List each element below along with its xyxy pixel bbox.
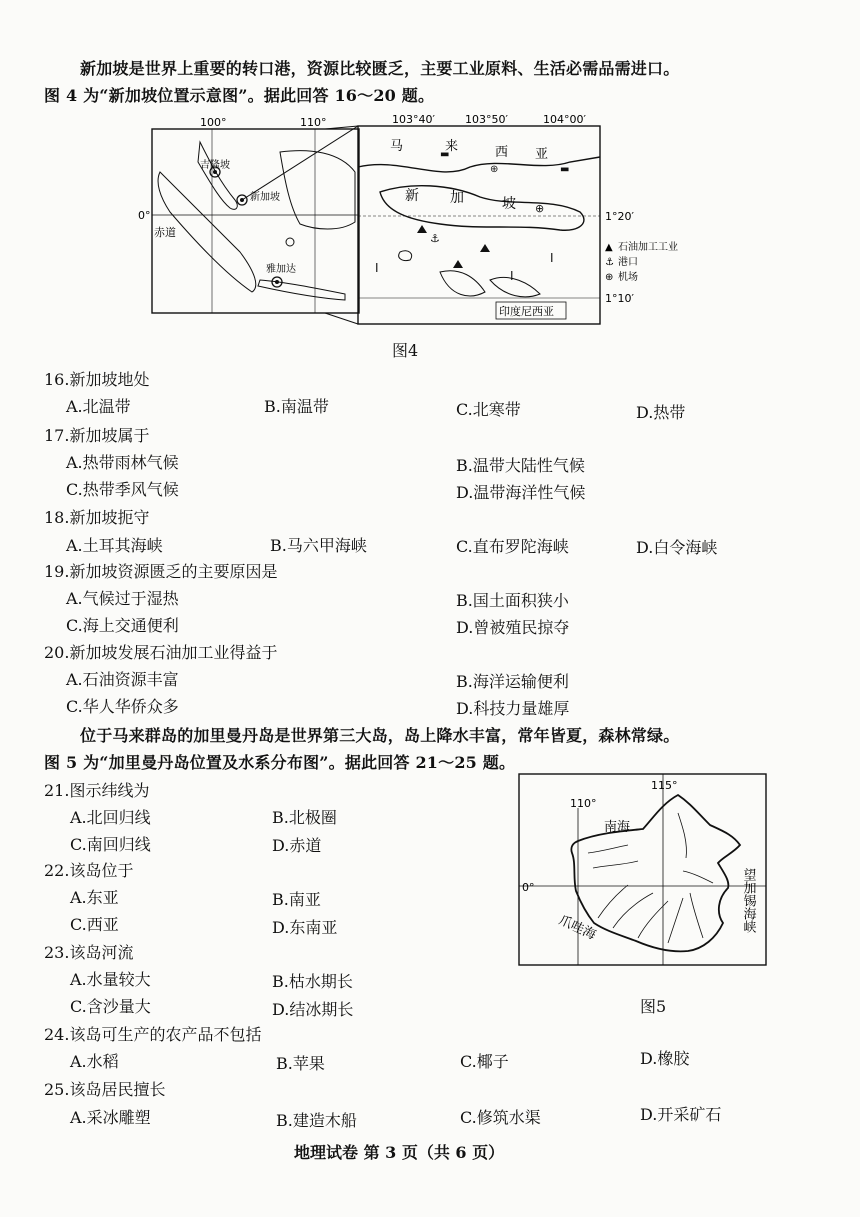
q21-option-b: B.北极圈 xyxy=(272,808,337,827)
region-indonesia: 印度尼西亚 xyxy=(499,305,554,318)
q23-option-d: D.结冰期长 xyxy=(272,1000,354,1019)
q25-option-b: B.建造木船 xyxy=(276,1111,357,1130)
city-jakarta: 雅加达 xyxy=(266,264,296,275)
q25-option-c: C.修筑水渠 xyxy=(460,1108,541,1127)
q21-option-c: C.南回归线 xyxy=(70,835,151,854)
q18-option-d: D.白令海峡 xyxy=(636,538,718,557)
legend-symbol-port: ⚓ xyxy=(605,257,614,268)
equator-label: 赤道 xyxy=(154,226,176,239)
svg-text:⊕: ⊕ xyxy=(490,164,499,175)
q21-option-a: A.北回归线 xyxy=(70,808,151,827)
figure-4-map xyxy=(140,112,750,332)
sea-label-java-sea: 爪哇海 xyxy=(556,913,599,944)
question-20-stem: 20.新加坡发展石油加工业得益于 xyxy=(44,643,278,662)
q19-option-a: A.气候过于湿热 xyxy=(66,589,179,608)
q17-option-a: A.热带雨林气候 xyxy=(66,453,179,472)
q16-option-a: A.北温带 xyxy=(66,397,131,416)
strait-label-makassar: 望加锡海峡 xyxy=(740,868,756,933)
legend-symbol-airport: ⊕ xyxy=(605,272,614,283)
lat-label-0: 0° xyxy=(138,209,151,222)
q17-option-b: B.温带大陆性气候 xyxy=(456,456,585,475)
region-xin: 新 xyxy=(405,188,419,204)
lon-label-110: 110° xyxy=(300,116,327,129)
q22-option-c: C.西亚 xyxy=(70,915,119,934)
q19-option-d: D.曾被殖民掠夺 xyxy=(456,618,570,637)
question-23-stem: 23.该岛河流 xyxy=(44,943,134,962)
page-footer: 地理试卷 第 3 页（共 6 页） xyxy=(294,1143,505,1162)
q21-option-d: D.赤道 xyxy=(272,836,322,855)
question-22-stem: 22.该岛位于 xyxy=(44,861,134,880)
lat-label-1-10: 1°10′ xyxy=(605,292,634,305)
q25-option-a: A.采冰雕塑 xyxy=(70,1108,151,1127)
question-24-stem: 24.该岛可生产的农产品不包括 xyxy=(44,1025,262,1044)
q24-option-a: A.水稻 xyxy=(70,1052,119,1071)
q16-option-b: B.南温带 xyxy=(264,397,329,416)
q25-option-d: D.开采矿石 xyxy=(640,1105,722,1124)
question-17-stem: 17.新加坡属于 xyxy=(44,426,150,445)
q20-option-d: D.科技力量雄厚 xyxy=(456,699,570,718)
fig5-lat-0: 0° xyxy=(522,881,535,894)
q20-option-b: B.海洋运输便利 xyxy=(456,672,569,691)
q23-option-a: A.水量较大 xyxy=(70,970,151,989)
region-jia: 加 xyxy=(450,190,464,206)
q18-option-a: A.土耳其海峡 xyxy=(66,536,163,555)
figure-4-caption: 图4 xyxy=(392,341,419,360)
figure-5-map xyxy=(518,773,768,967)
q17-option-c: C.热带季风气候 xyxy=(66,480,179,499)
q18-option-c: C.直布罗陀海峡 xyxy=(456,537,569,556)
question-21-stem: 21.图示纬线为 xyxy=(44,781,150,800)
region-ya: 亚 xyxy=(535,147,549,162)
q22-option-d: D.东南亚 xyxy=(272,918,338,937)
region-ma: 马 xyxy=(390,139,404,154)
question-19-stem: 19.新加坡资源匮乏的主要原因是 xyxy=(44,562,278,581)
fig5-lon-110: 110° xyxy=(570,797,597,810)
svg-text:I: I xyxy=(510,269,514,283)
q19-option-b: B.国土面积狭小 xyxy=(456,591,569,610)
region-xi: 西 xyxy=(495,145,509,160)
q24-option-b: B.苹果 xyxy=(276,1054,325,1073)
q23-option-c: C.含沙量大 xyxy=(70,997,151,1016)
intro-line-1: 新加坡是世界上重要的转口港，资源比较匮乏，主要工业原料、生活必需品需进口。 xyxy=(80,59,680,78)
q20-option-a: A.石油资源丰富 xyxy=(66,670,179,689)
legend-label-port: 港口 xyxy=(618,257,638,268)
q22-option-a: A.东亚 xyxy=(70,888,119,907)
q19-option-c: C.海上交通便利 xyxy=(66,616,179,635)
sea-label-south-china-sea: 南海 xyxy=(604,820,631,835)
legend-label-airport: 机场 xyxy=(618,272,638,283)
region-lai: 来 xyxy=(445,139,459,154)
question-16-stem: 16.新加坡地处 xyxy=(44,370,150,389)
q18-option-b: B.马六甲海峡 xyxy=(270,536,367,555)
svg-text:⚓: ⚓ xyxy=(430,232,440,245)
svg-text:⊕: ⊕ xyxy=(535,202,545,215)
question-25-stem: 25.该岛居民擅长 xyxy=(44,1080,166,1099)
q23-option-b: B.枯水期长 xyxy=(272,972,353,991)
svg-text:I: I xyxy=(550,251,554,265)
q16-option-d: D.热带 xyxy=(636,403,686,422)
svg-text:▬: ▬ xyxy=(560,164,570,175)
q20-option-c: C.华人华侨众多 xyxy=(66,697,179,716)
city-singapore: 新加坡 xyxy=(250,192,280,203)
lon-label-103-40: 103°40′ xyxy=(392,113,435,126)
lon-label-100: 100° xyxy=(200,116,227,129)
region-po: 坡 xyxy=(502,196,516,212)
lat-label-1-20: 1°20′ xyxy=(605,210,634,223)
question-18-stem: 18.新加坡扼守 xyxy=(44,508,150,527)
legend-label-oil: 石油加工工业 xyxy=(618,242,678,253)
intro-line-2: 图 4 为“新加坡位置示意图”。据此回答 16～20 题。 xyxy=(44,86,435,105)
svg-text:▬: ▬ xyxy=(440,149,450,160)
q24-option-d: D.橡胶 xyxy=(640,1049,690,1068)
legend-symbol-oil: ▲ xyxy=(605,242,613,253)
city-kuala-lumpur: 吉隆坡 xyxy=(200,160,230,171)
svg-text:I: I xyxy=(375,261,379,275)
lon-label-104-00: 104°00′ xyxy=(543,113,586,126)
lon-label-103-50: 103°50′ xyxy=(465,113,508,126)
q17-option-d: D.温带海洋性气候 xyxy=(456,483,586,502)
intro2-line-2: 图 5 为“加里曼丹岛位置及水系分布图”。据此回答 21～25 题。 xyxy=(44,753,516,772)
q22-option-b: B.南亚 xyxy=(272,890,321,909)
figure-5-caption: 图5 xyxy=(640,997,667,1016)
intro2-line-1: 位于马来群岛的加里曼丹岛是世界第三大岛，岛上降水丰富，常年皆夏，森林常绿。 xyxy=(80,726,680,745)
q24-option-c: C.椰子 xyxy=(460,1052,509,1071)
fig5-lon-115: 115° xyxy=(651,779,678,792)
q16-option-c: C.北寒带 xyxy=(456,400,521,419)
